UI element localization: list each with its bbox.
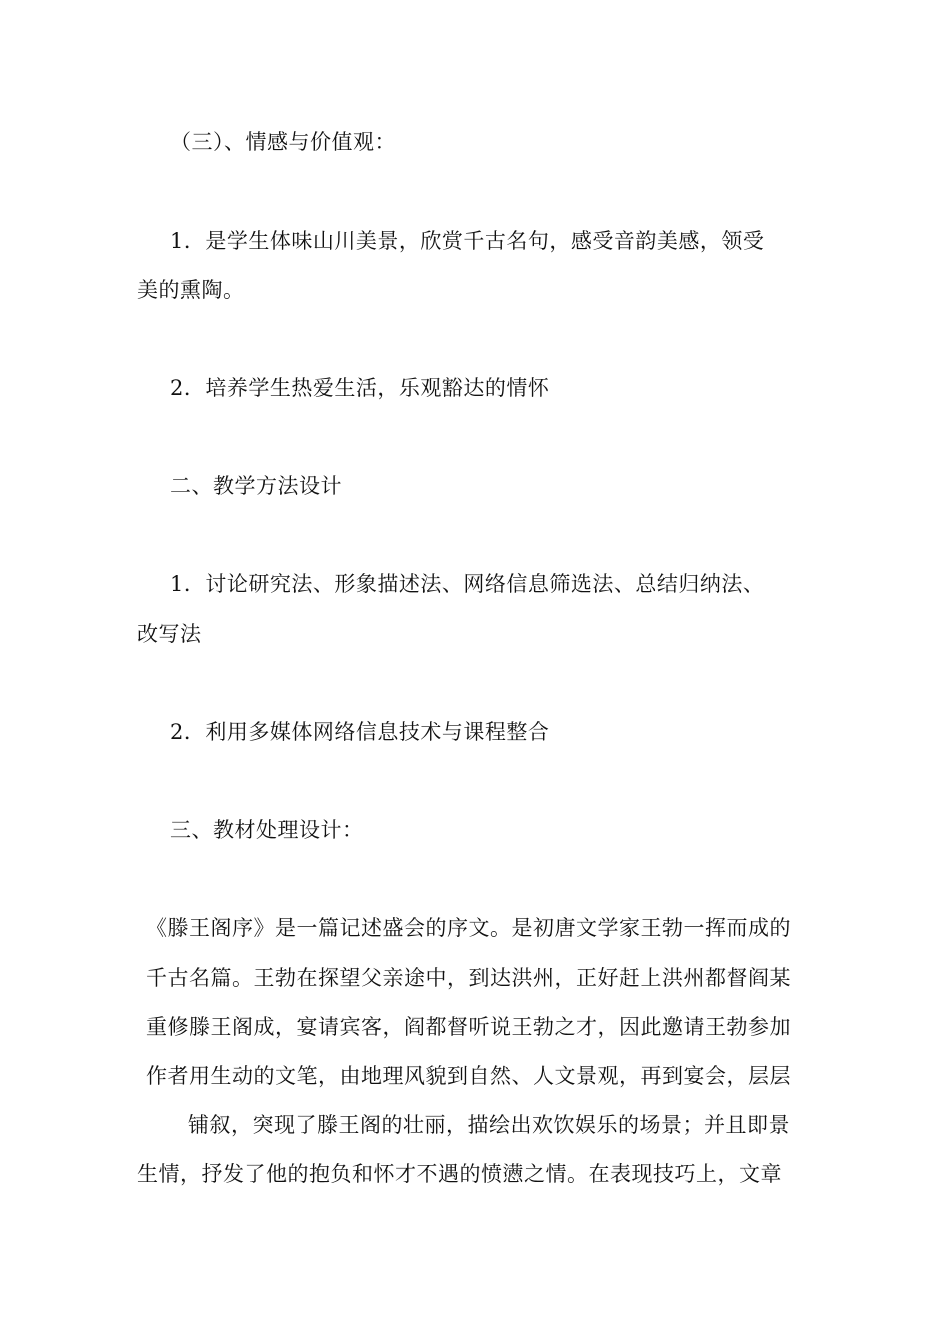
method-item-2: 2．利用多媒体网络信息技术与课程整合 xyxy=(170,720,550,744)
section-heading-method: 二、教学方法设计 xyxy=(170,474,342,498)
emotion-item-1-line-2: 美的熏陶。 xyxy=(137,278,245,302)
material-paragraph-line-5: 铺叙，突现了滕王阁的壮丽，描绘出欢饮娱乐的场景；并且即景 xyxy=(188,1113,790,1137)
material-paragraph-line-3: 重修滕王阁成，宴请宾客，阎都督听说王勃之才，因此邀请王勃参加 xyxy=(146,1015,791,1039)
method-item-1-line-2: 改写法 xyxy=(137,622,202,646)
material-paragraph-line-6: 生情，抒发了他的抱负和怀才不遇的愤懑之情。在表现技巧上，文章 xyxy=(137,1162,782,1186)
material-paragraph-line-1: 《滕王阁序》是一篇记述盛会的序文。是初唐文学家王勃一挥而成的 xyxy=(146,916,791,940)
material-paragraph-line-2: 千古名篇。王勃在探望父亲途中，到达洪州，正好赶上洪州都督阎某 xyxy=(146,966,791,990)
method-item-1-line-1: 1．讨论研究法、形象描述法、网络信息筛选法、总结归纳法、 xyxy=(170,572,765,596)
emotion-item-2: 2．培养学生热爱生活，乐观豁达的情怀 xyxy=(170,376,550,400)
section-heading-emotion: （三）、情感与价值观： xyxy=(170,130,396,154)
material-paragraph-line-4: 作者用生动的文笔，由地理风貌到自然、人文景观，再到宴会，层层 xyxy=(146,1064,791,1088)
section-heading-material: 三、教材处理设计： xyxy=(170,818,364,842)
emotion-item-1-line-1: 1．是学生体味山川美景，欣赏千古名句，感受音韵美感，领受 xyxy=(170,229,765,253)
